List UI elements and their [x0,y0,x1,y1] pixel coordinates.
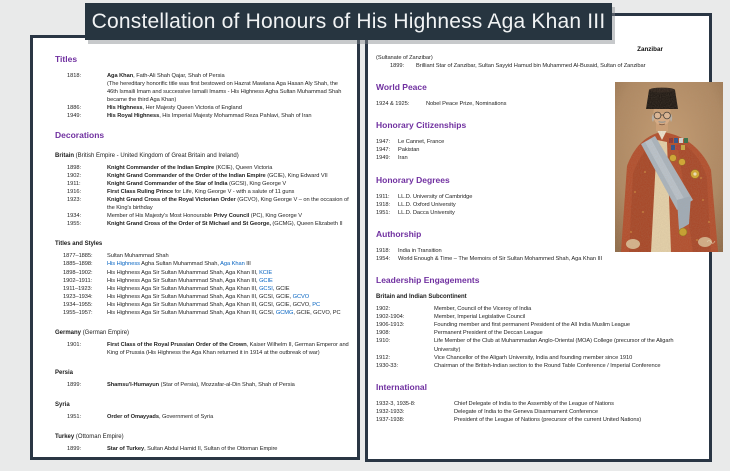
entry-year: 1930-33: [376,362,399,369]
entry-year: 1898–1902: [63,269,93,276]
entry-text: Pakistan [398,147,420,154]
entry-text: Star of Turkey, Sultan Abdul Hamid II, Sultan of the Ottoman Empire [107,446,278,453]
entry-year: 1898: [67,164,81,171]
entry-row [376,255,697,263]
entry-text: Member of His Majesty's Most Honourable Privy Council (PC), King George V [107,213,303,220]
entry-row [55,212,349,220]
entry-text: Knight Grand Commander of the Order of the Indian Empire (GCIE), King Edward VII [107,172,328,179]
entry-year: 1918: [376,247,390,254]
entry-row [55,269,349,277]
entry-row [55,112,349,120]
entry-text: Knight Commander of the Indian Empire (KCIE), Queen Victoria [107,164,273,171]
entry-year: 1951: [67,414,81,421]
group-label: Syria [55,402,70,409]
group-label: Britain (British Empire - United Kingdom of Great Britain and Ireland) [55,152,239,159]
entry-year: 1885–1898: [63,261,93,268]
entry-row [55,164,349,172]
entry-year: 1934: [67,213,81,220]
entry-text: Shamsu'l-Humayun (Star of Persia), Mozzafar-al-Din Shah, Shah of Persia [107,382,295,389]
entry-row [55,445,349,453]
group-label: Persia [55,370,74,377]
entry-year: 1954: [376,255,390,262]
left-page [30,35,360,460]
entry-text: Aga Khan, Fath-Ali Shah Qajar, Shah of Persia [107,73,225,79]
entry-year: 1886: [67,105,81,112]
entry-row [55,309,349,317]
section-heading: Titles [55,54,78,64]
entry-row [55,252,349,260]
entry-year: 1902-1904: [376,314,405,321]
entry-year: 1906-1913: [376,322,405,329]
entry-row [376,408,697,416]
entry-text: Member, Council of the Viceroy of India [434,306,532,313]
entry-year: 1902–1911: [63,277,93,284]
entry-row [55,341,349,357]
entry-text: LL.D. Dacca University [398,209,455,216]
entry-year: 1923–1934: [63,293,93,300]
entry-text: First Class of the Royal Prussian Order of the Crown, Kaiser Wilhelm II, German Emperor and King of Prussia (His Highness the Aga Khan returned it in 1914 at the outbreak of war) [107,342,349,357]
entry-text: Knight Grand Cross of the Royal Victorian Order (GCVO), King George V – on the occasion of the King's birthday [107,196,349,212]
entry-year: 1937-1938: [376,416,405,423]
entry-year: 1912: [376,354,390,361]
entry-row [55,188,349,196]
section-heading: World Peace [376,82,427,93]
entry-year: 1818: [67,73,81,79]
entry-year: 1934–1955: [63,301,93,308]
entry-text: Chief Delegate of India to the Assembly of the League of Nations [454,400,614,407]
entry-text: Founding member and first permanent President of the All India Muslim League [434,322,631,329]
entry-row [376,329,697,337]
entry-year: 1908: [376,330,390,337]
group-label: Britain and Indian Subcontinent [376,294,467,301]
entry-text: Knight Grand Commander of the Star of India (GCSI), King George V [107,180,287,187]
entry-text: Knight Grand Cross of the Order of St Michael and St George, (GCMG), Queen Elizabeth II [107,221,343,228]
entry-text: His Highness Aga Sir Sultan Muhammad Shah, Aga Khan III, GCIE [107,277,273,284]
entry-text: His Highness Aga Sir Sultan Muhammad Shah, Aga Khan III, GCSI, GCMG, GCIE, GCVO, PC [107,309,341,316]
entry-year: 1923: [67,196,81,203]
section-heading: Leadership Engagements [376,275,480,286]
entry-row [376,321,697,329]
entry-year: 1911–1923: [63,285,93,292]
entry-row [55,293,349,301]
entry-row [376,400,697,408]
entry-text: His Royal Highness, His Imperial Majesty Mohammad Reza Pahlavi, Shah of Iran [107,113,312,120]
entry-row [376,305,697,313]
entry-row [55,72,349,80]
entry-text: India in Transition [398,247,442,254]
entry-text: His Highness Aga Sir Sultan Muhammad Shah, Aga Khan III, GCSI, GCIE [107,285,290,292]
group-label: Titles and Styles [55,241,103,248]
title-banner [85,3,612,40]
entry-year: 1877–1885: [63,253,93,260]
entry-text: His Highness Aga Sir Sultan Muhammad Shah, Aga Khan III, GCSI, GCIE, GCVO, PC [107,301,321,308]
section-heading: Authorship [376,228,422,239]
entry-row [376,416,697,424]
entry-year: 1955–1957: [63,309,93,316]
entry-text: His Highness Aga Sir Sultan Muhammad Shah, Aga Khan III, GCSI, GCIE, GCVO [107,293,310,300]
entry-row [376,337,697,353]
entry-year: 1911: [376,193,390,200]
entry-text: LL.D. University of Cambridge [398,193,473,200]
entry-text: Life Member of the Club at Muhammadan Anglo-Oriental (MOA) College (precursor of the Aligarh University) [434,338,674,353]
entry-text: Permanent President of the Deccan League [434,330,543,337]
section-heading: International [376,381,428,392]
entry-year: 1951: [376,209,390,216]
entry-text: Vice Chancellor of the Aligarh University, India and founding member since 1910 [434,354,633,361]
entry-row [55,285,349,293]
section-heading: Honorary Citizenships [376,120,467,131]
entry-year: 1947: [376,147,390,154]
entry-text: Sultan Muhammad Shah [107,253,169,260]
entry-row [55,80,349,104]
entry-row [55,220,349,228]
entry-year: 1932-1933: [376,408,405,415]
entry-row [376,354,697,362]
entry-year: 1901: [67,342,81,349]
entry-row [55,260,349,268]
entry-row [55,301,349,309]
entry-year: 1955: [67,221,81,228]
entry-text: His Highness, Her Majesty Queen Victoria of England [107,105,242,112]
entry-row [55,381,349,389]
entry-year: 1902: [67,172,81,179]
entry-year: 1899: [67,382,81,389]
entry-text: Iran [398,155,408,162]
entry-row [55,413,349,421]
group-label: Turkey (Ottoman Empire) [55,434,124,441]
entry-text: Member, Imperial Legislative Council [434,314,526,321]
entry-text: Order of Omayyads, Government of Syria [107,414,214,421]
entry-row [55,104,349,112]
entry-row [55,172,349,180]
entry-text: His Highness Agha Sultan Muhammad Shah, Aga Khan III [107,261,251,268]
aga-khan-portrait-photo [615,82,723,252]
entry-text: Nobel Peace Prize, Nominations [426,101,507,108]
entry-row [376,313,697,321]
entry-year: 1902: [376,306,390,313]
entry-text: President of the League of Nations (precursor of the current United Nations) [454,416,642,423]
entry-year: 1916: [67,188,81,195]
section-heading: Honorary Degrees [376,174,450,185]
entry-text: Chairman of the British-Indian section to the Round Table Conference / Imperial Conference [434,362,661,369]
entry-text: World Enough & Time – The Memoirs of Sir Sultan Mohammed Shah, Aga Khan III [398,255,603,262]
entry-year: 1932-3, 1935-8: [376,400,416,407]
entry-row [55,196,349,212]
entry-year: 1910: [376,338,390,345]
entry-row [376,362,697,370]
entry-year [67,80,107,104]
entry-year: 1949: [67,113,81,120]
entry-year: 1911: [67,180,81,187]
entry-row [376,62,697,70]
entry-text: (The hereditary honorific title was first bestowed on Hazrat Mawlana Aga Hasan Aly Shah, the 46th Ismaili Imam and successive Ismaili Imams - His Highness Agha Sultan Muhammad Shah became the third Aga Khan) [107,81,342,104]
section-heading: Decorations [55,129,105,140]
entry-year: 1899: [67,446,81,453]
entry-text: LL.D. Oxford University [398,201,456,208]
entry-text: His Highness Aga Sir Sultan Muhammad Shah, Aga Khan III, KCIE [107,269,273,276]
entry-year: 1924 & 1925: [376,101,410,108]
entry-text: Delegate of India to the Geneva Disarmament Conference [454,408,598,415]
country-label: Zanzibar [637,46,663,53]
entry-row [55,180,349,188]
entry-year: 1899: [390,63,404,70]
entry-text: First Class Ruling Prince for Life, King George V - with a salute of 11 guns [107,188,295,195]
text-line: (Sultanate of Zanzibar) [376,55,433,61]
entry-year: 1949: [376,155,390,162]
entry-row [55,277,349,285]
page-title: Constellation of Honours of His Highness Aga Khan III [91,9,606,33]
entry-year: 1947: [376,139,390,146]
entry-text: Brilliant Star of Zanzibar, Sultan Sayyid Hamud bin Muhammed Al-Busaid, Sultan of Zanzibar [416,63,646,70]
group-label: Germany (German Empire) [55,330,130,337]
entry-year: 1918: [376,201,390,208]
entry-text: Le Cannet, France [398,139,445,146]
